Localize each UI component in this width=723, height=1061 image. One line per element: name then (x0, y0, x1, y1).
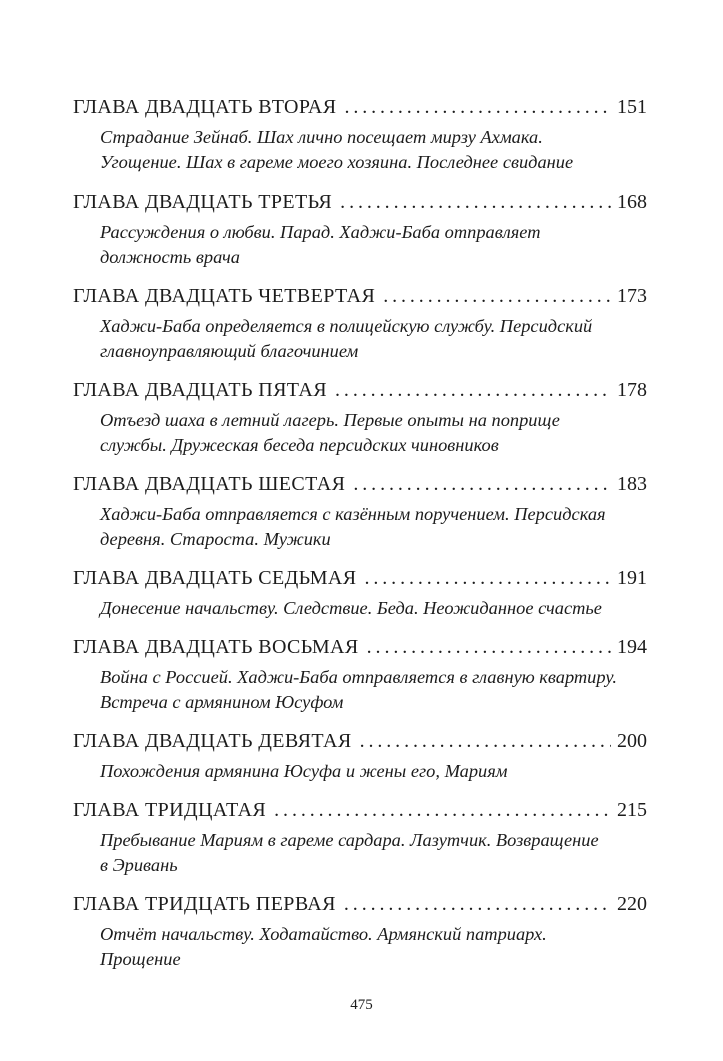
chapter-heading-row (73, 285, 647, 313)
chapter-title: ГЛАВА ДВАДЦАТЬ ШЕСТАЯ (73, 473, 346, 495)
toc-entry (73, 473, 647, 552)
chapter-summary (73, 596, 640, 621)
chapter-summary-line: службы. Дружеская беседа персидских чиновников (100, 435, 499, 455)
chapter-summary-line: Рассуждения о любви. Парад. Хаджи-Баба отправляет (100, 222, 541, 242)
dot-leader (335, 379, 611, 402)
chapter-summary (73, 408, 640, 458)
dot-leader (360, 730, 611, 753)
page-number: 200 (617, 730, 647, 752)
chapter-summary-line: должность врача (100, 247, 240, 267)
chapter-title: ГЛАВА ДВАДЦАТЬ ВТОРАЯ (73, 96, 337, 118)
toc-entry (73, 379, 647, 458)
chapter-summary (73, 759, 640, 784)
chapter-summary (73, 125, 640, 175)
page-number: 220 (617, 893, 647, 915)
page-number: 194 (617, 636, 647, 658)
chapter-summary-line: деревня. Староста. Мужики (100, 529, 331, 549)
chapter-summary (73, 922, 640, 972)
chapter-summary-line: Угощение. Шах в гареме моего хозяина. Последнее свидание (100, 152, 574, 172)
chapter-summary-line: Страдание Зейнаб. Шах лично посещает мирзу Ахмака. (100, 127, 543, 147)
chapter-summary-line: Пребывание Мариям в гареме сардара. Лазутчик. Возвращение (100, 830, 599, 850)
chapter-summary-line: Отчёт начальству. Ходатайство. Армянский патриарх. (100, 924, 547, 944)
chapter-summary (73, 502, 640, 552)
page-number: 191 (617, 567, 647, 589)
page-number: 151 (617, 96, 647, 118)
dot-leader (383, 285, 611, 308)
toc-entry (73, 567, 647, 621)
chapter-summary-line: Отъезд шаха в летний лагерь. Первые опыты на поприще (100, 410, 560, 430)
chapter-heading-row (73, 96, 647, 124)
chapter-title: ГЛАВА ДВАДЦАТЬ ВОСЬМАЯ (73, 636, 359, 658)
chapter-summary (73, 665, 640, 715)
toc-entry (73, 96, 647, 175)
chapter-heading-row (73, 730, 647, 758)
dot-leader (344, 893, 611, 916)
page-number: 183 (617, 473, 647, 495)
page-number: 173 (617, 285, 647, 307)
page-folio-number: 475 (350, 997, 373, 1013)
toc-entry (73, 799, 647, 878)
toc-entry (73, 730, 647, 784)
chapter-summary-line: в Эривань (100, 855, 178, 875)
chapter-title: ГЛАВА ТРИДЦАТАЯ (73, 799, 267, 821)
chapter-title: ГЛАВА ТРИДЦАТЬ ПЕРВАЯ (73, 893, 336, 915)
chapter-summary-line: Донесение начальству. Следствие. Беда. Неожиданное счастье (100, 598, 602, 618)
chapter-heading-row (73, 567, 647, 595)
chapter-summary-line: Похождения армянина Юсуфа и жены его, Мариям (100, 761, 508, 781)
chapter-heading-row (73, 799, 647, 827)
chapter-title: ГЛАВА ДВАДЦАТЬ ТРЕТЬЯ (73, 191, 333, 213)
page-number: 215 (617, 799, 647, 821)
chapter-heading-row (73, 473, 647, 501)
chapter-summary (73, 220, 640, 270)
toc-entry (73, 285, 647, 364)
dot-leader (274, 799, 611, 822)
chapter-title: ГЛАВА ДВАДЦАТЬ ДЕВЯТАЯ (73, 730, 352, 752)
chapter-heading-row (73, 379, 647, 407)
dot-leader (367, 636, 611, 659)
chapter-summary (73, 828, 640, 878)
dot-leader (364, 567, 611, 590)
chapter-summary-line: Хаджи-Баба определяется в полицейскую службу. Персидский (100, 316, 593, 336)
chapter-summary-line: Прощение (100, 949, 181, 969)
chapter-heading-row (73, 893, 647, 921)
chapter-heading-row (73, 191, 647, 219)
page-number: 168 (617, 191, 647, 213)
chapter-title: ГЛАВА ДВАДЦАТЬ ЧЕТВЕРТАЯ (73, 285, 376, 307)
chapter-summary (73, 314, 640, 364)
page-number: 178 (617, 379, 647, 401)
chapter-heading-row (73, 636, 647, 664)
chapter-summary-line: Встреча с армянином Юсуфом (100, 692, 344, 712)
dot-leader (353, 473, 611, 496)
toc-entry (73, 893, 647, 972)
toc-entry (73, 636, 647, 715)
chapter-title: ГЛАВА ДВАДЦАТЬ СЕДЬМАЯ (73, 567, 357, 589)
chapter-summary-line: Хаджи-Баба отправляется с казённым поручением. Персидская (100, 504, 606, 524)
chapter-title: ГЛАВА ДВАДЦАТЬ ПЯТАЯ (73, 379, 328, 401)
chapter-summary-line: Война с Россией. Хаджи-Баба отправляется в главную квартиру. (100, 667, 617, 687)
dot-leader (340, 191, 611, 214)
dot-leader (344, 96, 611, 119)
toc-entry (73, 191, 647, 270)
chapter-summary-line: главноуправляющий благочинием (100, 341, 359, 361)
